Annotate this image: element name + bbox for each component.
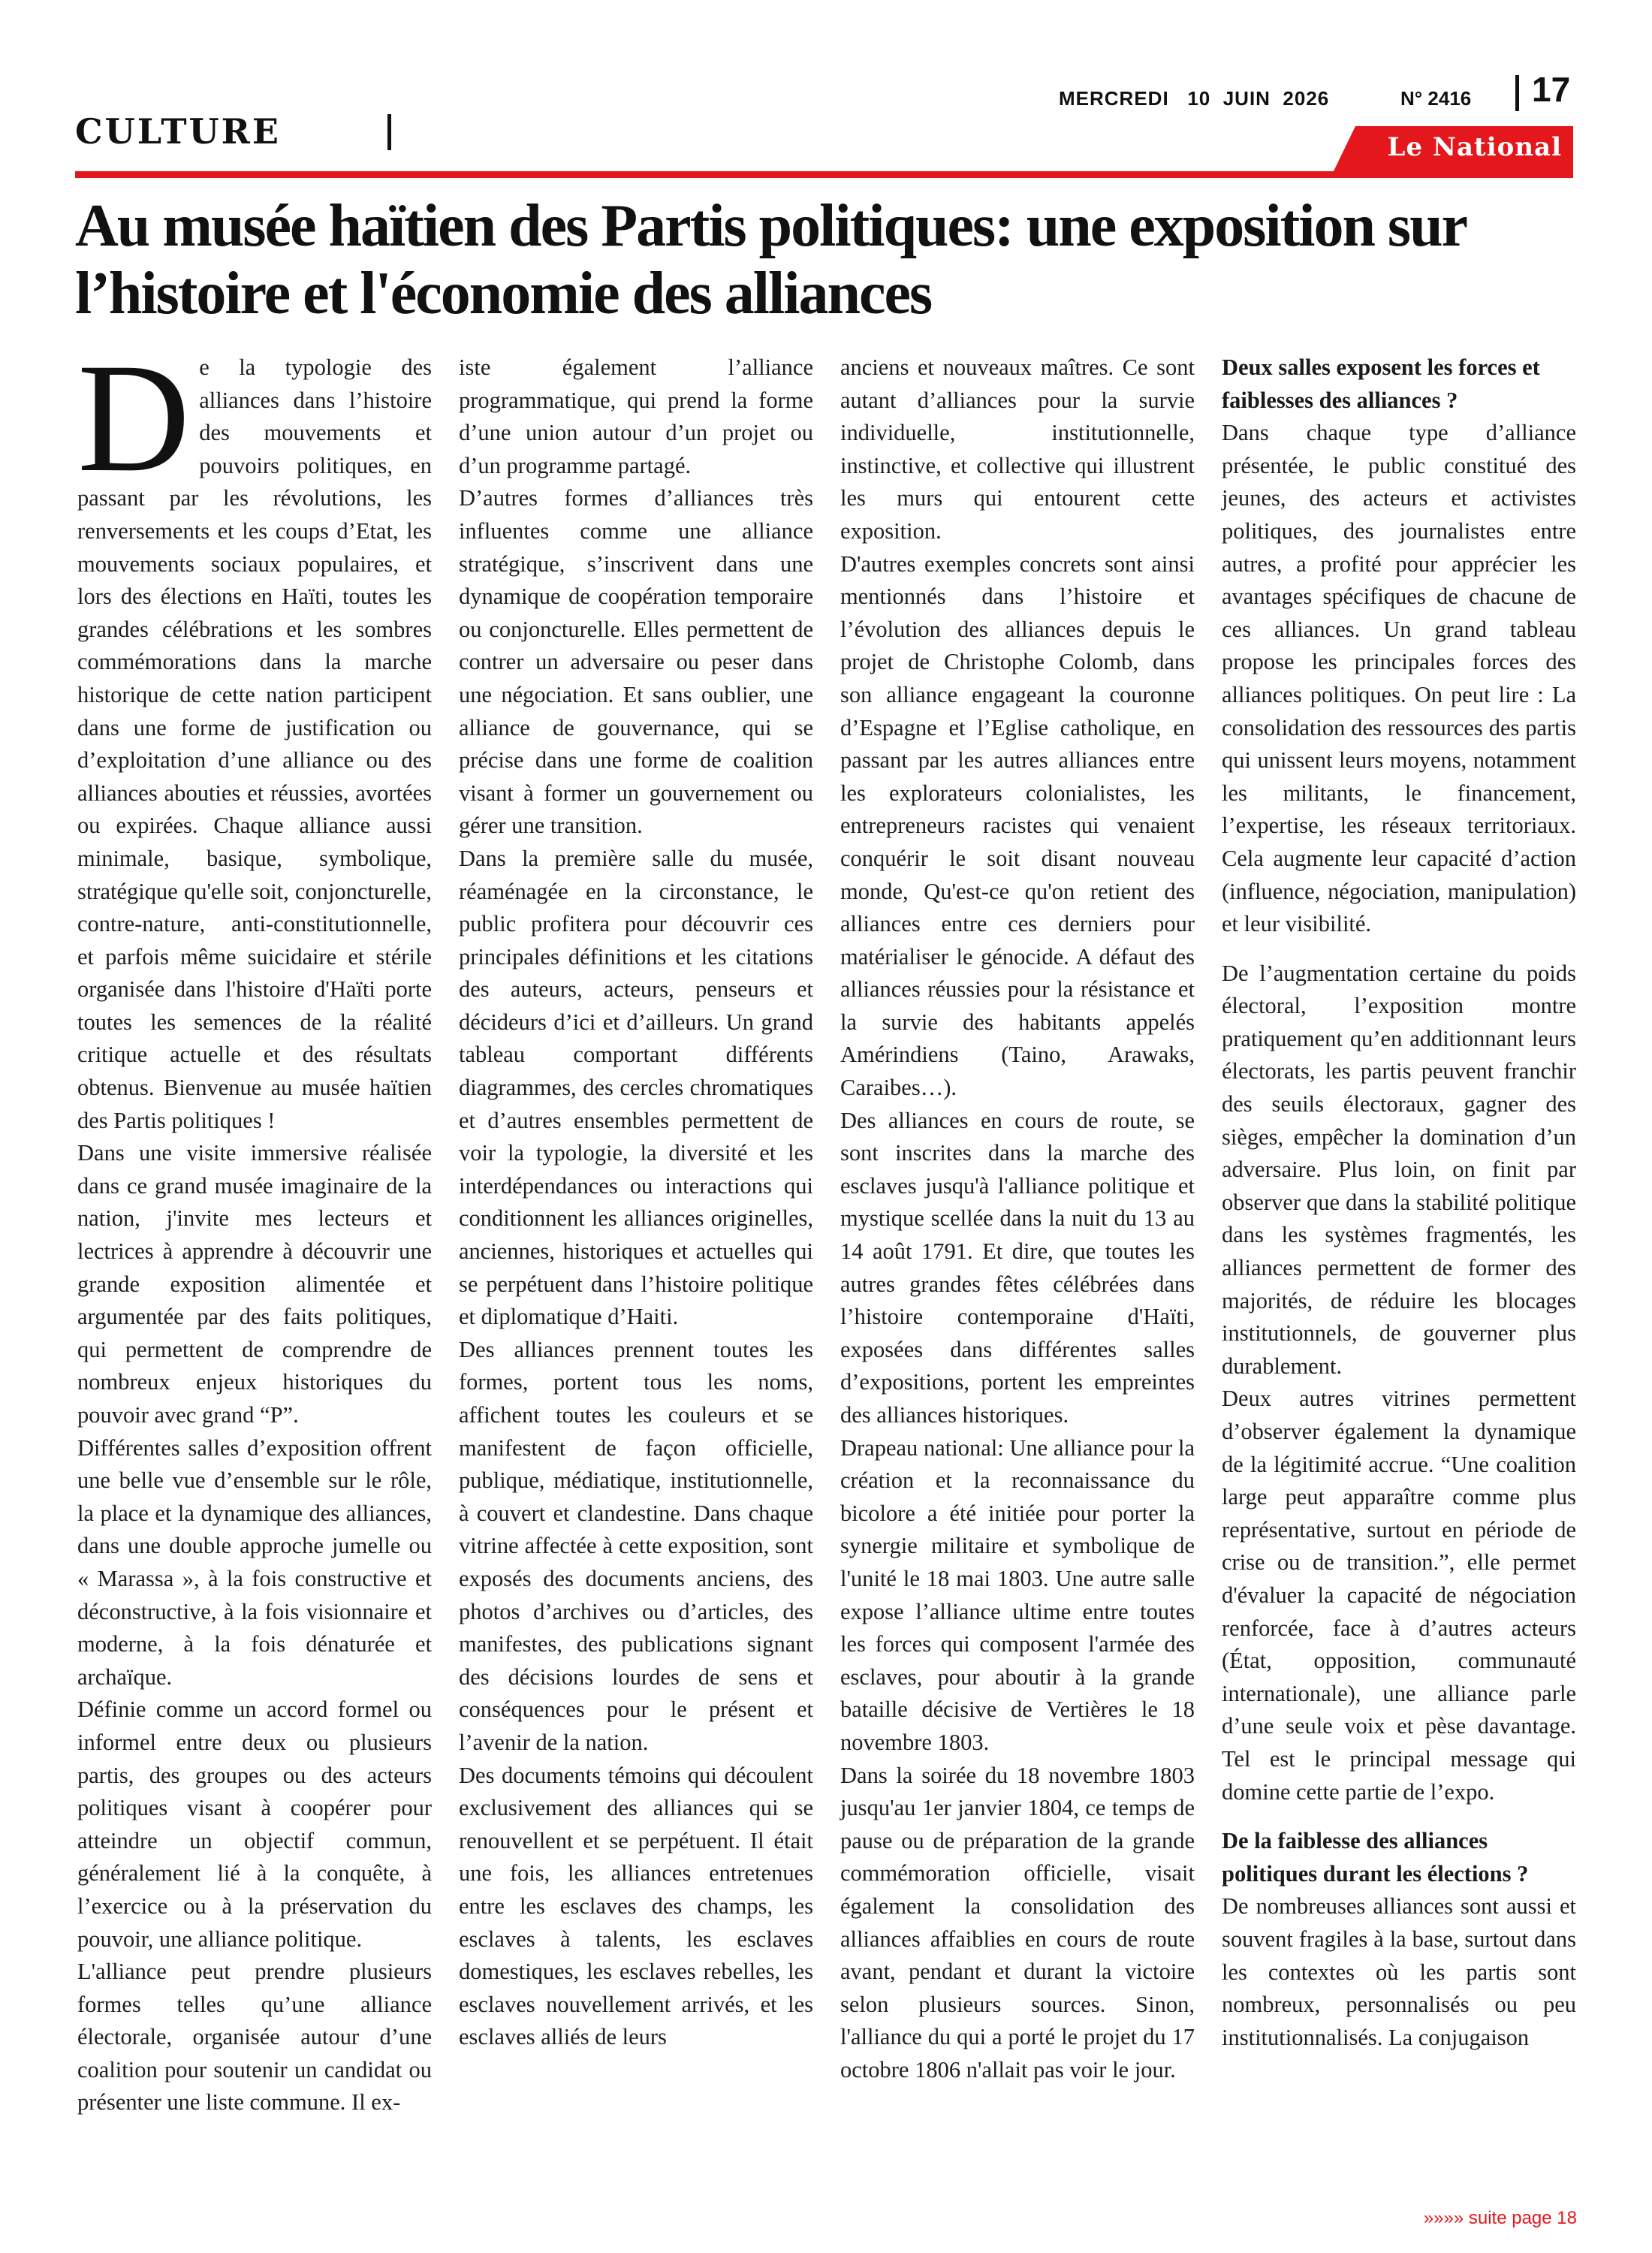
publication-name: Le National	[1387, 132, 1562, 162]
paragraph: Dans la première salle du musée, réaménagée en la circonstance, le public profitera pour découvrir ces principales définitions et les citations des auteurs, acteurs, penseurs et décideurs d’ici et d’ailleurs. Un grand tableau comportant différents diagrammes, des cercles chromatiques et d’autres ensembles permettent de voir la typologie, la diversité et les interdépendances ou interactions qui conditionnent les alliances originelles, anciennes, historiques et actuelles qui se perpétuent dans l’histoire politique et diplomatique d’Haiti.	[459, 845, 813, 1330]
paragraph: Dans chaque type d’alliance présentée, le public constitué des jeunes, des acteurs et activistes politiques, des journalistes entre autres, a profité pour apprécier les avantages spécifiques de chacune de ces alliances. Un grand tableau propose les principales forces des alliances politiques. On peut lire : La consolidation des ressources des partis qui unissent leurs moyens, notamment les militants, le financement, l’expertise, les réseaux territoriaux. Cela augmente leur capacité d’action (influence, négociation, manipulation) et leur visibilité.	[1222, 420, 1576, 937]
paragraph: anciens et nouveaux maîtres. Ce sont autant d’alliances pour la survie individuelle, institutionnelle, instinctive, et collective qui illustrent les murs qui entourent cette exposition.	[840, 354, 1195, 544]
drop-cap: D	[77, 331, 191, 504]
paragraph: Définie comme un accord formel ou informel entre deux ou plusieurs partis, des groupes ou des acteurs politiques visant à coopérer pour atteindre un objectif commun, généralement lié à la conquête, à l’exercice ou à la préservation du pouvoir, une alliance politique.	[77, 1697, 432, 1952]
article-headline: Au musée haïtien des Partis politiques: une exposition sur l’histoire et l'économie des alliances	[75, 193, 1466, 327]
paragraph: Dans la soirée du 18 novembre 1803 jusqu'au 1er janvier 1804, ce temps de pause ou de préparation de la grande commémoration officielle, visait également la consolidation des alliances affaiblies en cours de route avant, pendant et durant la victoire selon plusieurs sources. Sinon, l'alliance du qui a porté le projet du 17 octobre 1806 n'allait pas voir le jour.	[840, 1762, 1195, 2083]
paragraph: L'alliance peut prendre plusieurs formes telles qu’une alliance électorale, organisée autour d’une coalition pour soutenir un candidat ou présenter une liste commune. Il ex-	[77, 1959, 432, 2116]
article-column-3	[840, 351, 1195, 2086]
continued-link[interactable]: »»»» suite page 18	[1423, 2208, 1577, 2228]
paragraph: D’autres formes d’alliances très influentes comme une alliance stratégique, s’inscrivent dans une dynamique de coopération temporaire ou conjoncturelle. Elles permettent de contrer un adversaire ou peser dans une négociation. Et sans oublier, une alliance de gouvernance, qui se précise dans une forme de coalition visant à former un gouvernement ou gérer une transition.	[459, 485, 813, 839]
paragraph: De nombreuses alliances sont aussi et souvent fragiles à la base, surtout dans les contextes où les partis sont nombreux, personnalisés ou peu institutionnalisés. La conjugaison	[1222, 1893, 1576, 2050]
page-number-divider	[1515, 75, 1519, 111]
paragraph: Deux autres vitrines permettent d’observer également la dynamique de la légitimité accrue. “Une coalition large peut apparaître comme plus représentative, surtout en période de crise ou de transition.”, elle permet d'évaluer la capacité de négociation renforcée, face à d’autres acteurs (État, opposition, communauté internationale), une alliance parle d’une seule voix et pèse davantage. Tel est le principal message qui domine cette partie de l’expo.	[1222, 1386, 1576, 1805]
page-number: 17	[1532, 70, 1571, 109]
section-label: CULTURE	[75, 111, 281, 152]
issue-number: N° 2416	[1400, 87, 1472, 110]
paragraph: Des alliances en cours de route, se sont inscrites dans la marche des esclaves jusqu'à l'alliance politique et mystique scellée dans la nuit du 13 au 14 août 1791. Et dire, que toutes les autres grandes fêtes célébrées dans l’histoire contemporaine d'Haïti, exposées dans différentes salles d’expositions, portent les empreintes des alliances historiques.	[840, 1107, 1195, 1428]
paragraph: Des alliances prennent toutes les formes, portent tous les noms, affichent toutes les couleurs et se manifestent de façon officielle, publique, médiatique, institutionnelle, à couvert et clandestine. Dans chaque vitrine affectée à cette exposition, sont exposés des documents anciens, des photos d’archives ou d’articles, des manifestes, des publications signant des décisions lourdes de sens et conséquences pour le présent et l’avenir de la nation.	[459, 1336, 813, 1755]
paragraph: Dans une visite immersive réalisée dans ce grand musée imaginaire de la nation, j'invite mes lecteurs et lectrices à apprendre à découvrir une grande exposition alimentée et argumentée par des faits politiques, qui permettent de comprendre de nombreux enjeux historiques du pouvoir avec grand “P”.	[77, 1140, 432, 1428]
dateline: MERCREDI 10 JUIN 2026	[1059, 87, 1330, 110]
paragraph: iste également l’alliance programmatique, qui prend la forme d’une union autour d’un projet ou d’un programme partagé.	[459, 354, 813, 478]
paragraph: De la typologie des alliances dans l’histoire des mouvements et pouvoirs politiques, en passant par les révolutions, les renversements et les coups d’Etat, les mouvements sociaux populaires, et lors des élections en Haïti, toutes les grandes célébrations et les sombres commémorations dans la marche historique de cette nation participent dans une forme de justification ou d’exploitation d’une alliance ou des alliances abouties et réussies, avortées ou expirées. Chaque alliance aussi minimale, basique, symbolique, stratégique qu'elle soit, conjoncturelle, contre-nature, anti-constitutionnelle, et parfois même suicidaire et stérile organisée dans l'histoire d'Haïti porte toutes les semences de la réalité critique actuelle et des résultats obtenus. Bienvenue au musée haïtien des Partis politiques !	[77, 331, 432, 1133]
article-column-1	[77, 331, 432, 2119]
subheading: Deux salles exposent les forces et faiblesses des alliances ?	[1222, 354, 1540, 413]
subheading: De la faiblesse des alliances politiques durant les élections ?	[1222, 1828, 1529, 1887]
section-divider	[387, 114, 391, 150]
paragraph: Des documents témoins qui découlent exclusivement des alliances qui se renouvellent et se perpétuent. Il était une fois, les alliances entretenues entre les esclaves des champs, les esclaves à talents, les esclaves domestiques, les esclaves rebelles, les esclaves nouvellement arrivés, et les esclaves alliés de leurs	[459, 1762, 813, 2050]
article-column-4	[1222, 351, 1576, 2054]
paragraph: De l’augmentation certaine du poids électoral, l’exposition montre pratiquement qu’en additionnant leurs électorats, les partis peuvent franchir des seuils électoraux, gagner des sièges, empêcher la domination d’un adversaire. Plus loin, on finit par observer que dans la stabilité politique dans les systèmes fragmentés, les alliances permettent de former des majorités, de réduire les blocages institutionnels, de gouverner plus durablement.	[1222, 960, 1576, 1379]
article-column-2	[459, 351, 813, 2054]
paragraph: Différentes salles d’exposition offrent une belle vue d’ensemble sur le rôle, la place et la dynamique des alliances, dans une double approche jumelle ou « Marassa », à la fois constructive et déconstructive, à la fois visionnaire et moderne, à la fois dénaturée et archaïque.	[77, 1434, 432, 1690]
header-red-rule	[75, 171, 1573, 178]
paragraph: D'autres exemples concrets sont ainsi mentionnés dans l’histoire et l’évolution des alliances depuis le projet de Christophe Colomb, dans son alliance engageant la couronne d’Espagne et l’Eglise catholique, en passant par les autres alliances entre les explorateurs colonialistes, les entrepreneurs racistes qui venaient conquérir le soit disant nouveau monde, Qu'est-ce qu'on retient des alliances entre ces derniers pour matérialiser le génocide. A défaut des alliances réussies pour la résistance et la survie des habitants appelés Amérindiens (Taino, Arawaks, Caraibes…).	[840, 550, 1195, 1101]
paragraph: Drapeau national: Une alliance pour la création et la reconnaissance du bicolore a été initiée pour porter la synergie militaire et symbolique de l'unité le 18 mai 1803. Une autre salle expose l’alliance ultime entre toutes les forces qui composent l'armée des esclaves, pour aboutir à la grande bataille décisive de Vertières le 18 novembre 1803.	[840, 1434, 1195, 1755]
